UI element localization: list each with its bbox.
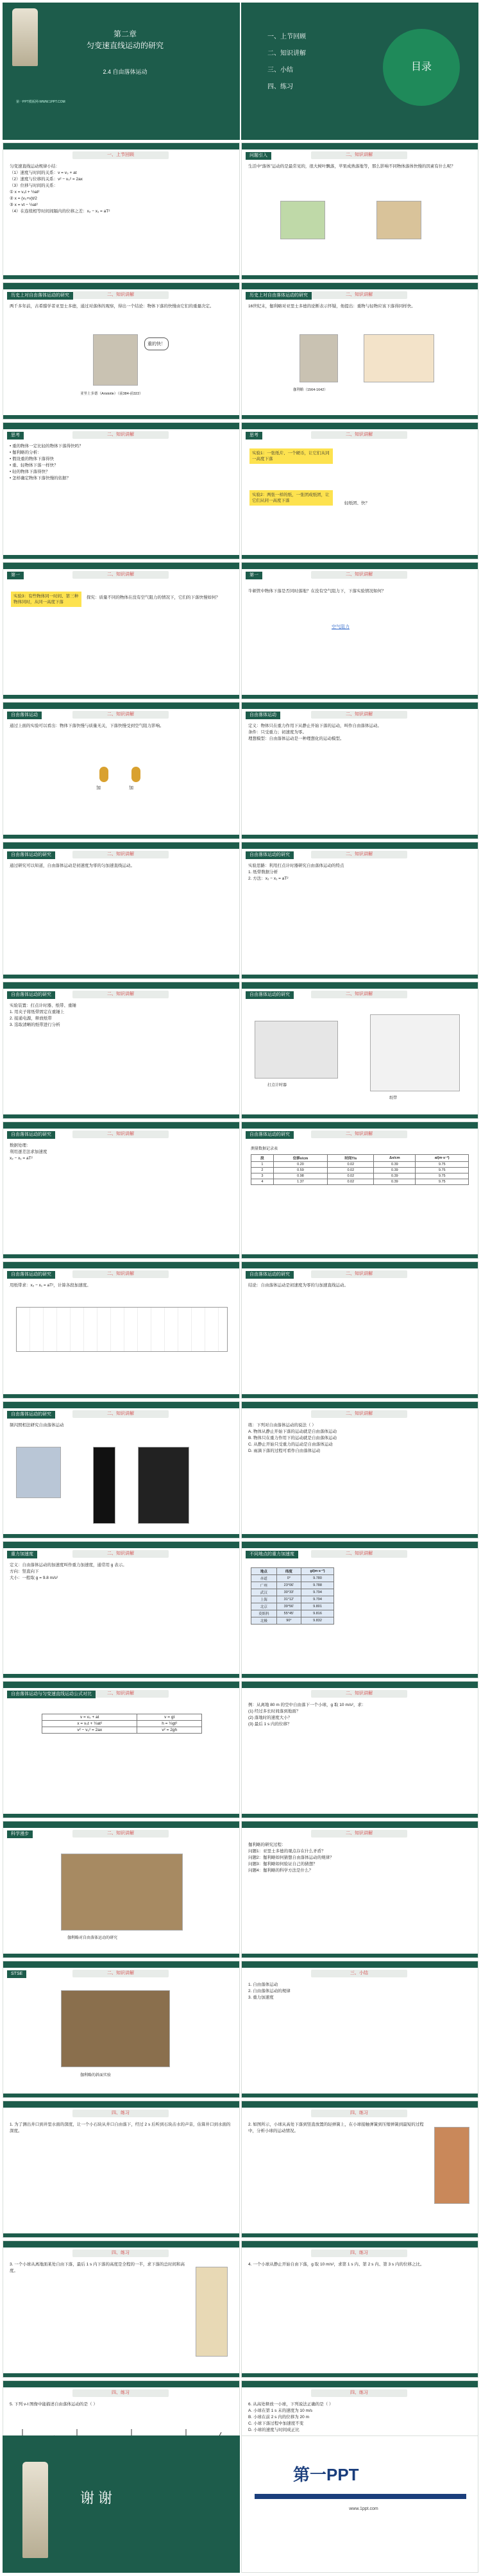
think1-slide[interactable] <box>3 422 240 559</box>
section-tag: 二、知识讲解 <box>311 1550 407 1558</box>
exercise2-slide[interactable] <box>241 2101 478 2238</box>
quiz-option[interactable]: A. 物体从静止开始下落的运动就是自由落体运动 <box>248 1429 337 1434</box>
paper-tape <box>16 1307 228 1352</box>
exercise-text: 1. 为了测出井口到井里水面的深度，让一个小石块从井口自由落下，经过 2 s 后听到石块击水的声音，估算井口到水面的深度。 <box>10 2122 231 2133</box>
section-tag: 二、知识讲解 <box>72 711 169 719</box>
definition-line: 定义：物体只在重力作用下从静止开始下落的运动，叫作自由落体运动。 <box>248 724 382 728</box>
table-cell: 39°56' <box>276 1603 301 1610</box>
slide-header: 自由落体运动与匀变速直线运动公式对比 <box>7 1691 96 1698</box>
cover-chapter: 第二章 <box>113 30 137 38</box>
history1-slide[interactable] <box>3 282 240 420</box>
exercise-text: 2. 如图所示，小球从高处下落到竖直放置的轻弹簧上，在小球接触弹簧到压缩弹簧到最短的过程中，分析小球的运动情况。 <box>248 2122 424 2133</box>
slide-header: 自由落体运动的研究 <box>7 1271 55 1279</box>
table-row <box>42 1727 202 1734</box>
slide-header: 思考 <box>246 432 262 439</box>
analysis-line: 利用逐差法求加速度 <box>10 1150 47 1154</box>
thanks-slide[interactable] <box>3 2435 240 2573</box>
table-cell: 9.75 <box>416 1173 469 1179</box>
table-cell: 0.02 <box>328 1173 374 1179</box>
aristotle-caption: 亚里士多德（Aristotle）（前384-前322） <box>80 392 143 396</box>
table-cell: 2 <box>251 1168 274 1173</box>
exercise-text: 5. 下列 v-t 图像中能描述自由落体运动的是（ ） <box>10 2402 97 2407</box>
table-header: 纬度 <box>276 1568 301 1575</box>
analysis1-slide[interactable] <box>3 1122 240 1259</box>
table-cell: 3 <box>251 1173 274 1179</box>
table-row <box>251 1168 469 1173</box>
exercise-line: 6. 从高处释放一小球，下列说法正确的是（ ） <box>248 2402 333 2407</box>
section-tag: 二、知识讲解 <box>72 1130 169 1138</box>
brand-url[interactable]: www.1ppt.com <box>349 2507 378 2511</box>
history2-slide[interactable] <box>241 282 478 420</box>
table-cell: 9.75 <box>416 1162 469 1168</box>
table-cell: 31°12' <box>276 1596 301 1603</box>
slide-header: 第一 <box>246 572 262 579</box>
air-resistance-link[interactable]: 空气阻力 <box>332 625 350 629</box>
table-cell: 9.832 <box>301 1617 334 1625</box>
table-row <box>42 1714 202 1721</box>
table-cell: v² = 2gh <box>137 1727 202 1734</box>
definition-slide[interactable] <box>241 702 478 839</box>
sci-line: 问题2：伽利略如何猜想自由落体运动的规律？ <box>248 1855 334 1860</box>
toc-list <box>267 29 306 96</box>
data-table <box>251 1154 469 1185</box>
think-line: • 怎样确定物体下落快慢的依据？ <box>10 476 71 481</box>
nature-line: 1. 纸带数据分析 <box>248 870 278 874</box>
nature-line: 实验思路：利用打点计时器研究自由落体运动的特点 <box>248 864 344 868</box>
painting-caption: 伽利略的斜面实验 <box>80 2074 112 2077</box>
table-row <box>251 1617 334 1625</box>
quiz1-slide[interactable] <box>241 1401 478 1539</box>
photo1-slide[interactable] <box>3 1401 240 1539</box>
strobe-photo <box>93 1447 115 1524</box>
section-tag: 二、知识讲解 <box>72 851 169 858</box>
think-line: • 重、轻物体下落一样快？ <box>10 463 58 468</box>
section-tag: 二、知识讲解 <box>72 1690 169 1698</box>
quiz-line: (3) 最后 1 s 内的位移？ <box>248 1722 292 1727</box>
quiz-option[interactable]: C. 从静止开始只受重力的运动是自由落体运动 <box>248 1442 333 1447</box>
table-cell: 上海 <box>251 1596 277 1603</box>
painting-image <box>61 1854 183 1931</box>
exercise-option[interactable]: D. 小球的速度与时间成正比 <box>248 2428 300 2432</box>
table-row <box>251 1582 334 1589</box>
summary-line: 1. 自由落体运动 <box>248 1983 278 1987</box>
review-line: ① x = v₀t + ½at² <box>10 190 40 194</box>
table-cell: 0.02 <box>328 1168 374 1173</box>
leaf-image <box>280 201 325 239</box>
table-row <box>42 1721 202 1727</box>
exp2-slide[interactable] <box>241 982 478 1119</box>
sci-line: 问题1：亚里士多德的观点存在什么矛盾？ <box>248 1849 326 1854</box>
history-text: 16世纪末，伽利略对亚里士多德的论断表示怀疑，他提出：重物与轻物应该下落得同样快。 <box>248 304 416 309</box>
table-cell: 0.20 <box>273 1162 328 1168</box>
section-tag: 二、知识讲解 <box>311 851 407 858</box>
gravity-slide[interactable] <box>3 1541 240 1678</box>
section-tag: 二、知识讲解 <box>311 291 407 299</box>
table-caption: 测量数据记录表 <box>251 1147 278 1151</box>
summary-line: 3. 重力加速度 <box>248 1995 274 2000</box>
think-line: • 轻的物体下落得快？ <box>10 470 50 474</box>
note-text: 轻纸团、快？ <box>344 501 369 506</box>
table-row <box>251 1179 469 1185</box>
think-line: • 重的物体一定比轻的物体下落得快吗？ <box>10 444 83 448</box>
gravity-line: 定义：自由落体运动的加速度叫作重力加速度，通常用 g 表示。 <box>10 1563 127 1567</box>
table-cell: 9.816 <box>301 1610 334 1617</box>
intro-text: 生活中“落体”运动的是最常见的，很大树叶飘落，苹果成熟落地等，那么影响不同物体落体快慢的因素有什么呢？ <box>248 164 455 169</box>
conclusion-slide[interactable] <box>241 1261 478 1399</box>
section-tag: 四、练习 <box>72 2249 169 2257</box>
section-tag: 二、知识讲解 <box>311 151 407 159</box>
table-header: a/(m·s⁻²) <box>416 1155 469 1162</box>
exercise-option[interactable]: C. 小球下落过程中加速度不变 <box>248 2421 304 2426</box>
section-tag: 二、知识讲解 <box>311 1830 407 1838</box>
label: 纸带 <box>389 1096 398 1100</box>
falling-balls-image <box>364 334 434 382</box>
section-tag: 二、知识讲解 <box>72 1550 169 1558</box>
review-line: （3）位移与时间的关系： <box>10 183 58 188</box>
label: 打点计时器 <box>267 1084 287 1088</box>
galileo-caption: 伽利略（1564-1642） <box>293 388 328 392</box>
slide-header: STSE <box>7 1970 26 1978</box>
slide-header: 自由落体运动的研究 <box>7 1131 55 1139</box>
slide-header: 自由落体运动的研究 <box>246 1271 294 1279</box>
quiz2-slide[interactable] <box>241 1681 478 1818</box>
exercise-option[interactable]: B. 小球在前 2 s 内的位移为 20 m <box>248 2415 309 2419</box>
section-tag: 二、知识讲解 <box>311 431 407 439</box>
table-row <box>251 1162 469 1168</box>
section-tag: 二、知识讲解 <box>311 1130 407 1138</box>
sci2-slide[interactable] <box>241 1821 478 1958</box>
table-cell: 北京 <box>251 1603 277 1610</box>
concept-text: 通过上面的实验可以看出：物体下落快慢与质量无关，下落快慢受到空气阻力影响。 <box>10 724 164 728</box>
slide-header: 重力加速度 <box>7 1551 37 1558</box>
brand-bar <box>255 2494 466 2499</box>
quiz-option[interactable]: D. 雨滴下落的过程可看作自由落体运动 <box>248 1449 321 1453</box>
table-cell: h = ½gt² <box>137 1721 202 1727</box>
table-cell: v² − v₀² = 2ax <box>42 1727 137 1734</box>
cover-footer: 第一PPT模板网-WWW.1PPT.COM <box>16 100 65 104</box>
aristotle-image <box>93 334 138 386</box>
slide-header: 问题引入 <box>246 152 271 160</box>
toc-slide[interactable] <box>241 3 478 140</box>
section-tag: 四、练习 <box>72 2389 169 2397</box>
first-slide[interactable] <box>3 562 240 699</box>
slide-header: 自由落体运动的研究 <box>7 991 55 999</box>
review-slide[interactable] <box>3 142 240 280</box>
slide-header: 历史上对自由落体运动的研究 <box>246 292 312 300</box>
painting-image <box>61 1990 170 2067</box>
table-cell: 0.39 <box>374 1162 416 1168</box>
section-tag: 二、知识讲解 <box>311 1410 407 1418</box>
think-line: • 伽利略的分析： <box>10 450 42 455</box>
feather-icon <box>99 767 108 782</box>
table-cell: 1.37 <box>273 1179 328 1185</box>
quiz-line: 例：从离地 80 m 的空中自由落下一个小球，g 取 10 m/s²，求： <box>248 1703 366 1707</box>
table-cell: 9.780 <box>301 1575 334 1582</box>
table-cell: 4 <box>251 1179 274 1185</box>
table-cell: 0.02 <box>328 1162 374 1168</box>
tower-image <box>12 8 38 66</box>
table-cell: 莫斯科 <box>251 1610 277 1617</box>
nature-line: 2. 方法：x₂ − x₁ = aT² <box>248 876 289 881</box>
question-text: 牛顿管中物体下落是否同时落地？在没有空气阻力下，下落实验情况如何？ <box>248 589 386 593</box>
cover-section: 2.4 自由落体运动 <box>103 69 148 75</box>
table-cell: 9.75 <box>416 1179 469 1185</box>
review-line: ③ x = vt − ½at² <box>10 203 38 207</box>
sci-line: 问题3：伽利略如何验证自己的猜想？ <box>248 1862 317 1866</box>
table-cell: 0.39 <box>374 1168 416 1173</box>
painting-caption: 伽利略对自由落体运动的研究 <box>67 1936 118 1940</box>
toc-item[interactable]: 三、小结 <box>267 67 293 74</box>
exercise1-slide[interactable] <box>3 2101 240 2238</box>
slide-header: 自由落体运动的研究 <box>7 851 55 859</box>
toc-label: 目录 <box>383 29 460 106</box>
section-tag: 二、知识讲解 <box>72 291 169 299</box>
brand-logo: 第一PPT <box>293 2465 359 2484</box>
sci3-slide[interactable] <box>3 1961 240 2098</box>
exp-line: 1. 用夹子将纸带固定在重锤上 <box>10 1010 65 1014</box>
definition-line: 理想模型：自由落体运动是一种理想化的运动模型。 <box>248 737 344 741</box>
table-header: 位移x/cm <box>273 1155 328 1162</box>
table-row <box>251 1596 334 1603</box>
section-tag: 二、知识讲解 <box>72 571 169 579</box>
table-row <box>251 1589 334 1596</box>
table-cell: 9.794 <box>301 1596 334 1603</box>
table-row <box>251 1173 469 1179</box>
exp-line: 3. 选取清晰的纸带进行分析 <box>10 1023 60 1027</box>
table-cell: 0.59 <box>273 1168 328 1173</box>
table-cell: v = gt <box>137 1714 202 1721</box>
slide-header: 自由落体运动的研究 <box>7 1411 55 1419</box>
nature1-slide[interactable] <box>3 842 240 979</box>
exercise-option[interactable]: A. 小球在第 1 s 末的速度为 10 m/s <box>248 2409 313 2413</box>
slide-header: 自由落体运动的研究 <box>246 991 294 999</box>
table-cell: 55°45' <box>276 1610 301 1617</box>
slide-header: 自由落体运动的研究 <box>246 851 294 859</box>
section-tag: 三、小结 <box>311 1970 407 1977</box>
table-cell: 9.788 <box>301 1582 334 1589</box>
section-tag: 二、知识讲解 <box>72 431 169 439</box>
quiz-line: (1) 经过多长时间落到地面？ <box>248 1709 301 1714</box>
table-cell: v = v₀ + at <box>42 1714 137 1721</box>
table-header: Δx/cm <box>374 1155 416 1162</box>
cover-title: 匀变速直线运动的研究 <box>86 41 164 50</box>
logo-slide[interactable] <box>241 2435 478 2573</box>
exp1-slide[interactable] <box>3 982 240 1119</box>
first-text: 探究：质量不同的物体在没有空气阻力的情况下，它们的下落快慢如何？ <box>87 595 220 600</box>
exercise3-slide[interactable] <box>3 2240 240 2378</box>
section-tag: 四、练习 <box>72 2110 169 2117</box>
table-header: 地点 <box>251 1568 277 1575</box>
slide-header: 自由落体运动 <box>7 712 42 719</box>
quiz-line: (2) 落地时的速度大小？ <box>248 1716 292 1720</box>
sci-line: 伽利略的研究过程： <box>248 1843 286 1847</box>
slide-header: 自由落体运动 <box>246 712 280 719</box>
section-tag: 二、知识讲解 <box>311 571 407 579</box>
summary-line: 2. 自由落体运动的规律 <box>248 1989 291 1993</box>
sci-line: 问题4：伽利略的科学方法是什么？ <box>248 1868 314 1873</box>
gravity-table <box>251 1567 334 1625</box>
table-header: g/(m·s⁻²) <box>301 1568 334 1575</box>
nature-text: 通过研究可以知道，自由落体运动是初速度为零的匀加速直线运动。 <box>10 864 135 868</box>
experiment-box: 实验3：有些物体同一时间、第三种物体同时，从同一高度下落 <box>11 592 81 607</box>
section-tag: 二、知识讲解 <box>72 1970 169 1977</box>
exercise4-slide[interactable] <box>241 2240 478 2378</box>
slide-header: 自由落体运动的研究 <box>246 1131 294 1139</box>
label: 加 <box>129 786 133 790</box>
toc-item[interactable]: 二、知识讲解 <box>267 50 306 57</box>
experiment-box: 实验1：一张纸片、一个硬币，让它们从同一高度下落 <box>249 448 333 464</box>
camera-image <box>16 1447 61 1498</box>
conclusion-text: 结论：自由落体运动是初速度为零的匀加速直线运动。 <box>248 1283 348 1288</box>
table-header: 时间T/s <box>328 1155 374 1162</box>
exercise-text: 4. 一个小球从静止开始自由下落，g 取 10 m/s²，求第 1 s 内、第 2 s 内、第 3 s 内的位移之比。 <box>248 2262 425 2267</box>
cover-slide[interactable] <box>3 3 240 140</box>
toc-item[interactable]: 一、上节回顾 <box>267 33 306 40</box>
table-cell: 0.39 <box>374 1173 416 1179</box>
formulas-slide[interactable] <box>3 1681 240 1818</box>
sci1-slide[interactable] <box>3 1821 240 1958</box>
formula-table <box>42 1714 202 1734</box>
table-cell: 0.98 <box>273 1173 328 1179</box>
history-text: 两千多年前，古希腊学者亚里士多德，通过对落体的观察，得出一个结论：物体下落的快慢由它们的重量决定。 <box>10 304 214 309</box>
table-cell: 武汉 <box>251 1589 277 1596</box>
table-cell: 30°33' <box>276 1589 301 1596</box>
table-cell: 0.02 <box>328 1179 374 1185</box>
review-heading: 匀变速直线运动规律小结： <box>10 164 60 169</box>
review-line: （2）速度与位移的关系：v² − v₀² = 2ax <box>10 177 83 182</box>
section-tag: 二、知识讲解 <box>311 711 407 719</box>
photo-text: 频闪照相法研究自由落体运动 <box>10 1423 64 1428</box>
section-tag: 四、练习 <box>311 2249 407 2257</box>
table-cell: 0° <box>276 1575 301 1582</box>
table-cell: 90° <box>276 1617 301 1625</box>
section-tag: 二、知识讲解 <box>311 991 407 998</box>
slide-header: 不同地点的重力加速度 <box>246 1551 298 1558</box>
question-slide[interactable] <box>241 562 478 699</box>
think2-slide[interactable] <box>241 422 478 559</box>
apparatus-diagram <box>370 1014 460 1091</box>
galileo-image <box>300 334 338 382</box>
concept-slide[interactable] <box>3 702 240 839</box>
section-tag: 二、知识讲解 <box>311 1690 407 1698</box>
table-cell: 1 <box>251 1162 274 1168</box>
exp-line: 2. 接通电源，释放纸带 <box>10 1016 52 1021</box>
table-row <box>251 1610 334 1617</box>
thanks-text: 谢谢 <box>80 2490 117 2506</box>
review-line: ② x = (v₀+v)t/2 <box>10 196 37 201</box>
table-row <box>251 1575 334 1582</box>
analysis-line: 数据处理： <box>10 1143 31 1148</box>
table-cell: 赤道 <box>251 1575 277 1582</box>
nature2-slide[interactable] <box>241 842 478 979</box>
table-cell: 9.801 <box>301 1603 334 1610</box>
table-cell: 9.75 <box>416 1168 469 1173</box>
table-row <box>251 1603 334 1610</box>
speech-bubble: 重的快！ <box>144 337 169 350</box>
analysis-line: x₂ − x₁ = aT² <box>10 1156 33 1161</box>
section-tag: 二、知识讲解 <box>72 1270 169 1278</box>
brick-wall-image <box>434 2127 469 2204</box>
section-tag: 四、练习 <box>311 2110 407 2117</box>
tape-slide[interactable] <box>3 1261 240 1399</box>
quiz-option[interactable]: B. 物体只在重力作用下的运动就是自由落体运动 <box>248 1436 337 1440</box>
exp-line: 实验装置：打点计时器、纸带、重锤 <box>10 1003 76 1008</box>
think-line: • 假设重的物体下落得快 <box>10 457 55 461</box>
section-tag: 二、知识讲解 <box>72 1410 169 1418</box>
coin-icon <box>131 767 140 782</box>
timer-image <box>255 1021 338 1079</box>
intro-slide[interactable] <box>241 142 478 280</box>
label: 加 <box>96 786 101 790</box>
tape-text: 用纸带求：x₂ − x₁ = aT²，计算各段加速度。 <box>10 1283 91 1288</box>
slide-header: 第一 <box>7 572 24 579</box>
section-tag: 二、知识讲解 <box>72 991 169 998</box>
experiment-box: 实验2：两张一样的纸，一张团成纸团，让它们从同一高度下落 <box>249 490 333 506</box>
toc-item[interactable]: 四、练习 <box>267 83 293 90</box>
apple-tree-image <box>376 201 421 239</box>
slide-header: 历史上对自由落体运动的研究 <box>7 292 73 300</box>
slide-header: 思考 <box>7 432 24 439</box>
gtable-slide[interactable] <box>241 1541 478 1678</box>
tower-image <box>22 2462 48 2558</box>
section-tag: 二、知识讲解 <box>311 1270 407 1278</box>
strobe-photo <box>138 1447 189 1524</box>
figure-image <box>196 2267 228 2357</box>
review-line: （1）速度与时间的关系：v = v₀ + at <box>10 171 77 175</box>
gravity-line: 方向：竖直向下 <box>10 1569 39 1574</box>
slide-header: 科学漫步 <box>7 1830 33 1838</box>
analysis2-slide[interactable] <box>241 1122 478 1259</box>
section-tag: 四、练习 <box>311 2389 407 2397</box>
table-header-row <box>251 1155 469 1162</box>
definition-line: 条件：只受重力；初速度为零。 <box>248 730 307 735</box>
review-line: （4）在连续相等时间间隔内的位移之差：x₂ − x₁ = aT² <box>10 209 110 214</box>
table-cell: x = v₀t + ½at² <box>42 1721 137 1727</box>
table-cell: 23°06' <box>276 1582 301 1589</box>
quiz-line: 练：下列对自由落体运动的说法（ ） <box>248 1423 316 1428</box>
table-header: 段 <box>251 1155 274 1162</box>
table-cell: 9.794 <box>301 1589 334 1596</box>
exercise-text: 3. 一个小球从离地面某处自由下落，最后 1 s 内下落的高度是全程的一半，求下落的总时间和高度。 <box>10 2262 185 2273</box>
section-tag: 二、知识讲解 <box>72 1830 169 1838</box>
section-tag: 一、上节回顾 <box>72 151 169 159</box>
gravity-line: 大小：一般取 g = 9.8 m/s² <box>10 1576 58 1580</box>
table-cell: 广州 <box>251 1582 277 1589</box>
summary-slide[interactable] <box>241 1961 478 2098</box>
table-cell: 0.39 <box>374 1179 416 1185</box>
table-cell: 北极 <box>251 1617 277 1625</box>
